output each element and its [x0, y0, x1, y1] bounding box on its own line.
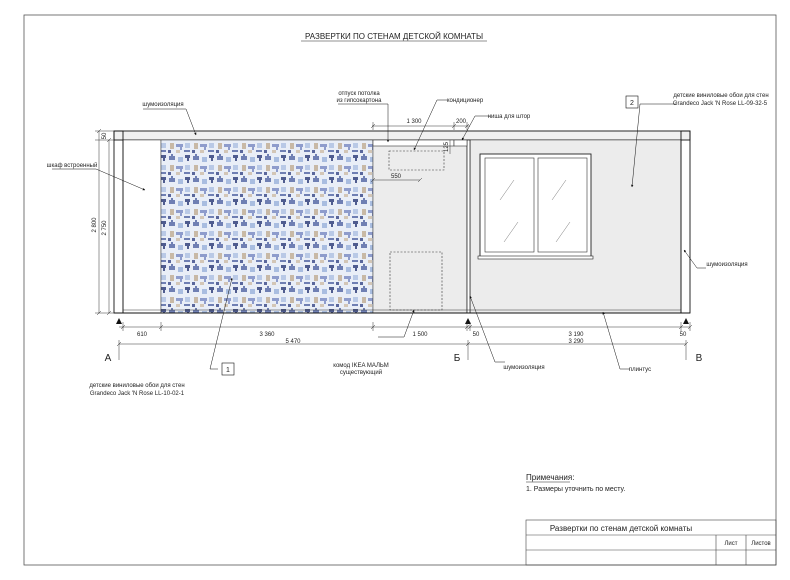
dim-50-bottom-b: 50 [679, 332, 687, 338]
axis-label-b: Б [453, 353, 461, 364]
dim-125: 125 [444, 141, 450, 153]
dim-50-bottom-a: 50 [472, 332, 480, 338]
label-ceiling-drop-2: из гипсокартона [336, 98, 382, 104]
axis-marker-a [116, 318, 122, 324]
dim-2800: 2 800 [92, 217, 98, 233]
dim-3190: 3 190 [568, 332, 584, 338]
label-noise-right: шумоизоляция [706, 262, 748, 268]
dim-3360: 3 360 [259, 332, 275, 338]
axis-marker-c [683, 318, 689, 324]
label-wallpaper-1-line1: детские виниловые обои для стен [89, 383, 185, 389]
window-pane-left [485, 158, 534, 252]
dim-200: 200 [455, 119, 467, 125]
notes-heading: Примечания: [526, 473, 575, 482]
window-pane-right [538, 158, 587, 252]
wall-edge-right [681, 131, 690, 313]
ceiling-drop [373, 140, 454, 146]
dim-2750: 2 750 [102, 220, 108, 236]
wall-edge-left [114, 131, 123, 313]
label-noise-bottom: шумоизоляция [503, 365, 545, 371]
label-curtain-niche: ниша для штор [487, 114, 531, 120]
axis-label-a: А [104, 353, 112, 364]
dim-550: 550 [390, 174, 402, 180]
label-baseboard: плинтус [628, 367, 652, 373]
label-wallpaper-2-line2: Grandeco Jack 'N Rose LL-09-32-5 [672, 101, 768, 107]
wardrobe-zone [123, 140, 161, 313]
tag-1: 1 [226, 367, 230, 374]
title-block-sheet: Лист [724, 541, 738, 547]
label-dresser-line1: комод IKEA МАЛЬМ [333, 363, 389, 369]
label-ceiling-drop-1: отпуск потолка [338, 91, 380, 97]
ceiling-slab [114, 131, 690, 140]
notes-item-1: 1. Размеры уточнить по месту. [526, 486, 626, 493]
window-sill [478, 256, 593, 259]
title-block-sheets: Листов [751, 541, 771, 547]
dim-50-vertical: 50 [102, 132, 108, 140]
curtain-niche [454, 140, 467, 146]
dim-610: 610 [136, 332, 148, 338]
wallpaper-area-1 [161, 140, 373, 313]
dim-1300: 1 300 [406, 119, 422, 125]
painted-wall-1 [373, 140, 467, 313]
tag-2: 2 [630, 100, 634, 107]
label-wallpaper-2-line1: детские виниловые обои для стен [673, 93, 769, 99]
dim-5470: 5 470 [285, 339, 301, 345]
title-block-name: Развертки по стенам детской комнаты [549, 524, 693, 533]
drawing-title: РАЗВЕРТКИ ПО СТЕНАМ ДЕТСКОЙ КОМНАТЫ [304, 32, 484, 41]
wall-edge-mid [467, 140, 470, 313]
dim-3290: 3 290 [568, 339, 584, 345]
label-wardrobe: шкаф встроенный [46, 163, 98, 169]
dimension-bottom [117, 322, 692, 360]
dim-1500: 1 500 [412, 332, 428, 338]
label-wallpaper-1-line2: Grandeco Jack 'N Rose LL-10-02-1 [89, 391, 185, 397]
axis-label-c: В [695, 353, 703, 364]
label-dresser-line2: существующий [339, 370, 383, 376]
label-noise-top: шумоизоляция [142, 102, 184, 108]
label-ac: кондиционер [446, 98, 484, 104]
